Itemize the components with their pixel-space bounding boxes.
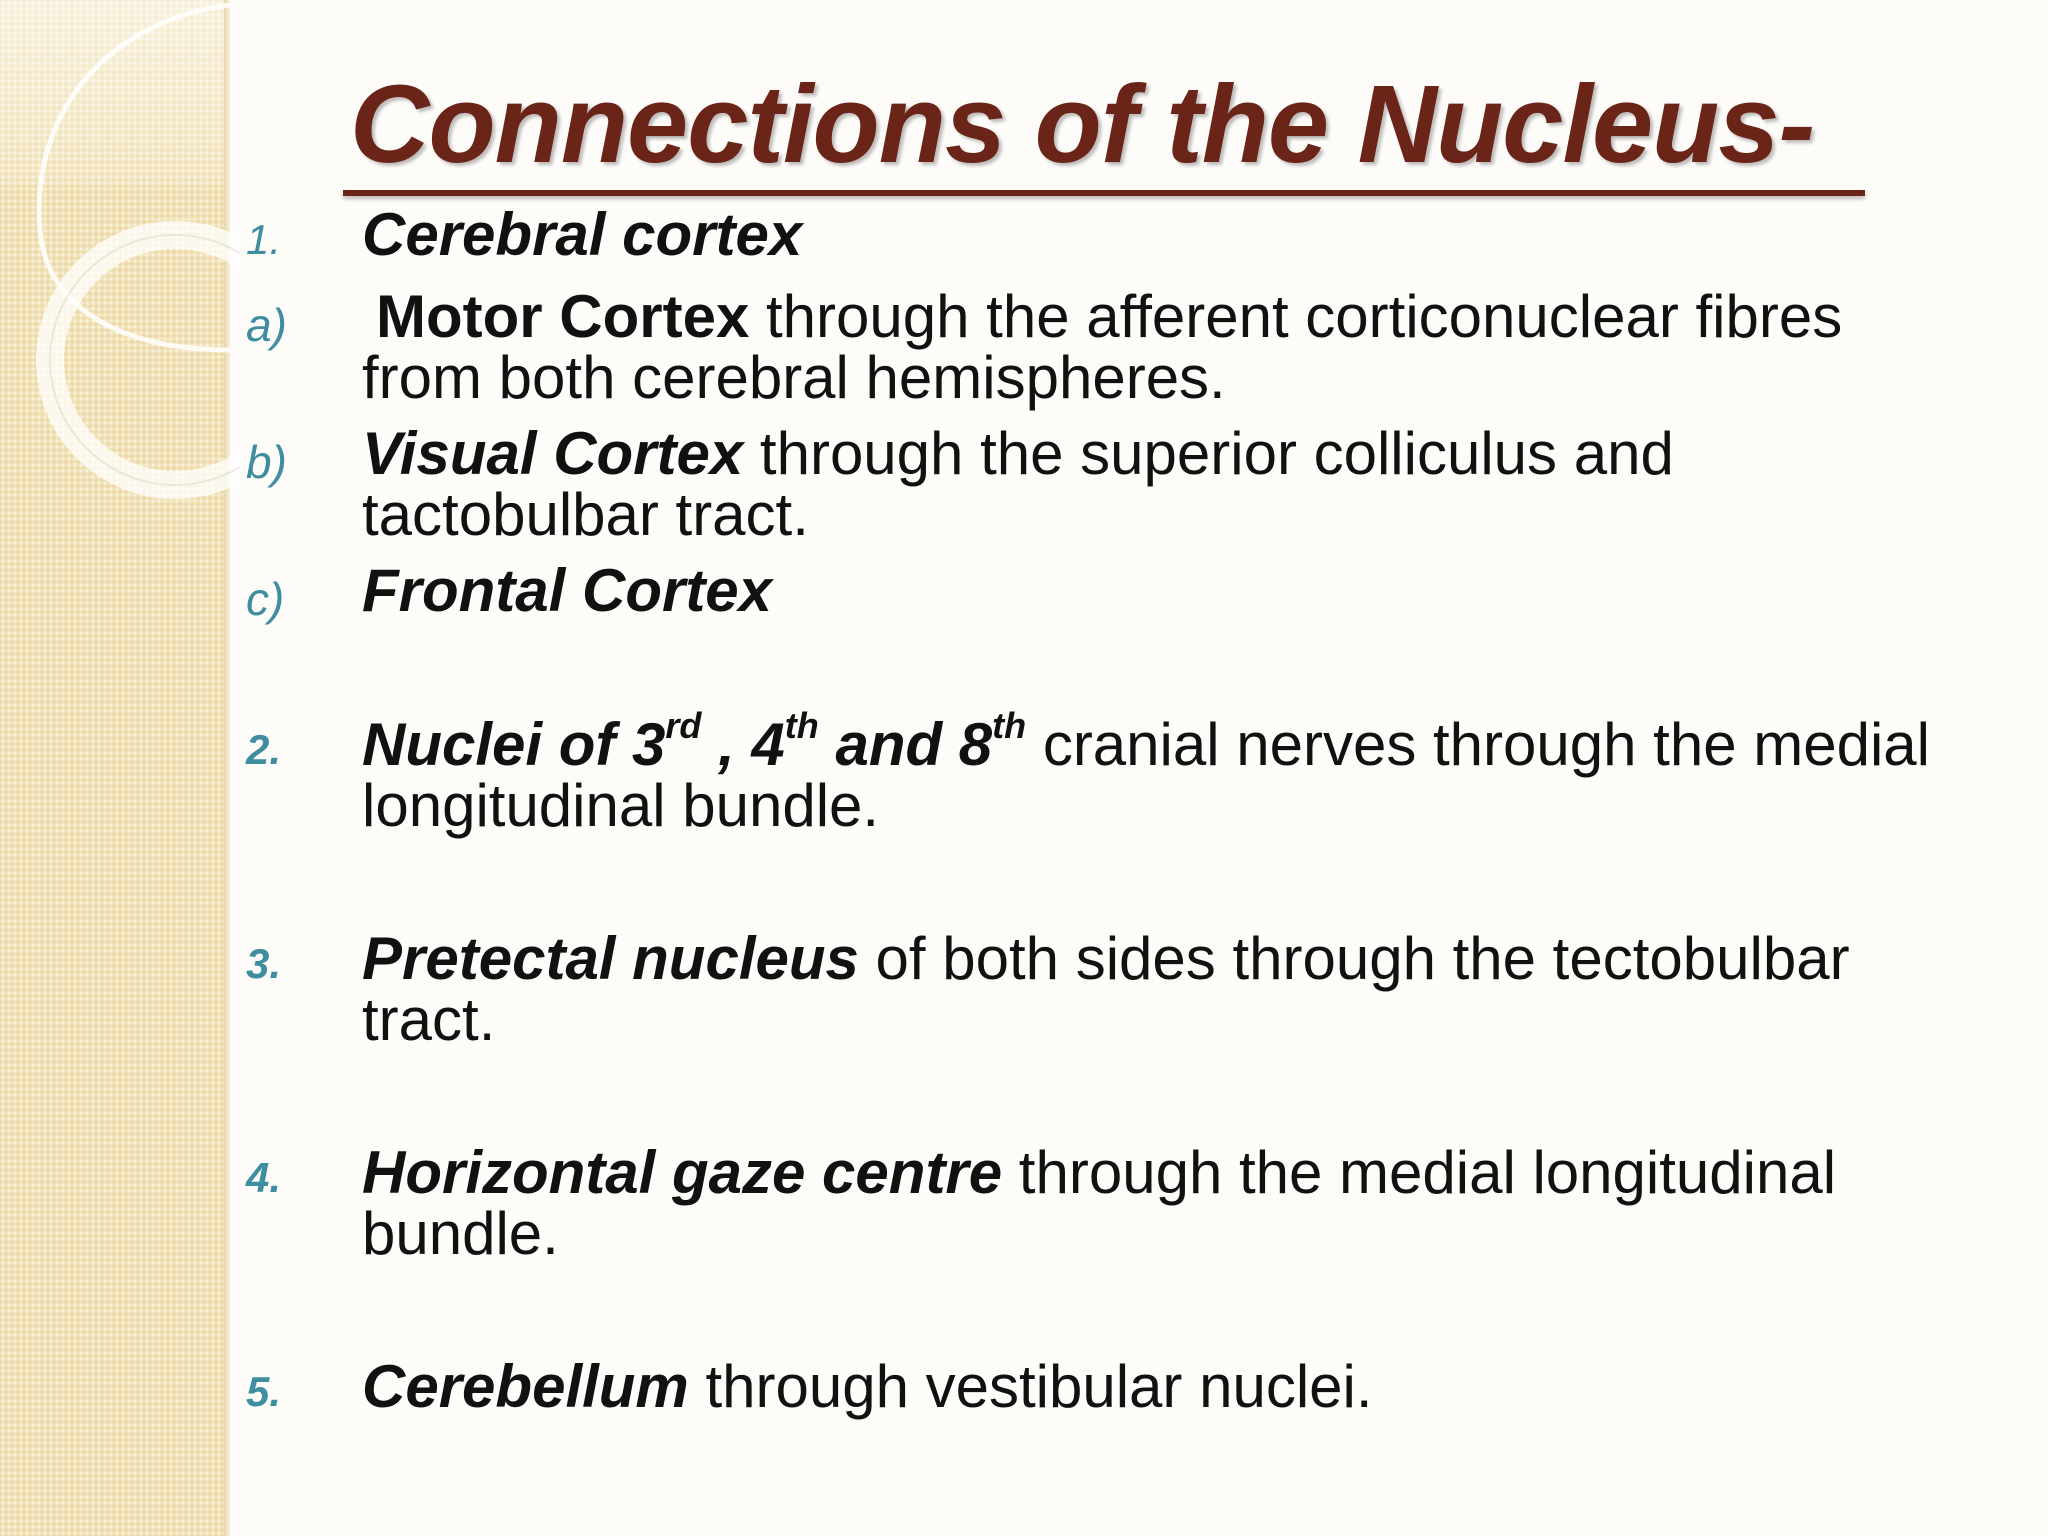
ring-shape <box>50 235 240 485</box>
item-description: through the superior colliculus and tactobulbar tract. <box>362 420 1674 548</box>
list-marker: 4. <box>246 1154 282 1201</box>
list-item-text <box>362 201 1962 268</box>
item-description: of both sides through the tectobulbar tract. <box>362 925 1850 1053</box>
item-heading: Frontal Cortex <box>362 557 773 624</box>
item-heading: Visual Cortex <box>362 420 744 487</box>
list-marker: b) <box>246 436 287 488</box>
item-description: cranial nerves through the medial longitudinal bundle. <box>362 711 1930 839</box>
list-item-text <box>362 1353 1962 1420</box>
list-item-text <box>362 1139 1962 1267</box>
list-item-text <box>362 283 1962 411</box>
list-marker: c) <box>246 573 285 625</box>
item-heading: Cerebral cortex <box>362 201 803 268</box>
item-description: through vestibular nuclei. <box>688 1353 1373 1420</box>
slide-title: Connections of the Nucleus- <box>350 63 1815 186</box>
list-marker: a) <box>246 299 287 351</box>
item-description: through the medial longitudinal bundle. <box>362 1139 1837 1267</box>
list-item-text <box>362 420 1962 548</box>
list-marker: 3. <box>246 940 282 987</box>
title-underline <box>343 190 1865 196</box>
list-item-text <box>362 705 1962 839</box>
item-description: through the afferent corticonuclear fibres from both cerebral hemispheres. <box>362 283 1843 411</box>
item-heading: Cerebellum <box>362 1353 689 1420</box>
item-heading: Nuclei of 3rd , 4th and 8th <box>362 705 1027 778</box>
item-heading: Horizontal gaze centre <box>362 1139 1003 1206</box>
list-item-text <box>362 925 1962 1053</box>
list-item-text <box>362 557 1962 624</box>
decorative-rings <box>0 0 240 520</box>
list-marker: 1. <box>246 216 282 263</box>
list-marker: 5. <box>246 1368 282 1415</box>
list-marker: 2. <box>246 726 282 773</box>
item-heading: Pretectal nucleus <box>362 925 859 992</box>
item-heading: Motor Cortex <box>376 283 750 350</box>
